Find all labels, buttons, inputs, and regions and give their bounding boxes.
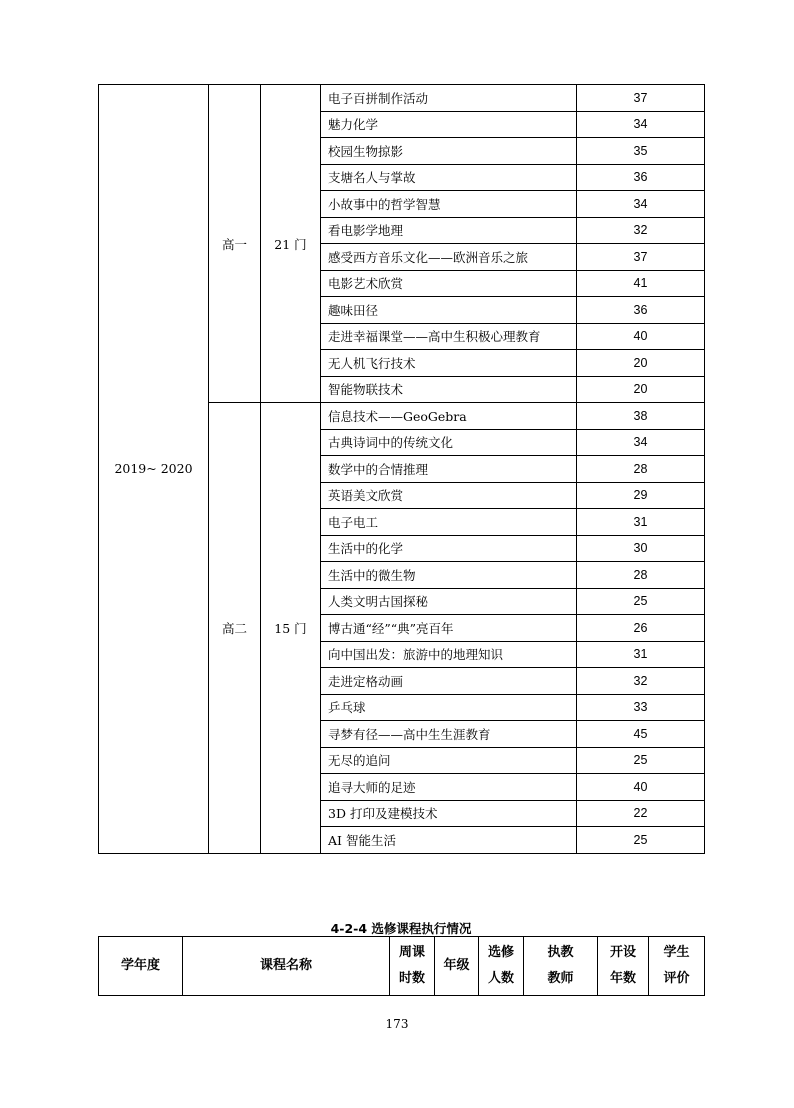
header-weekly-hours — [390, 937, 435, 996]
student-count-cell: 34 — [577, 111, 705, 138]
course-name-cell: 小故事中的哲学智慧 — [321, 191, 577, 218]
grade-cell: 高二 — [209, 403, 261, 854]
student-count-cell: 20 — [577, 376, 705, 403]
header-weekly-hours-line1: 周课 — [398, 945, 425, 960]
course-name-cell: 走进定格动画 — [321, 668, 577, 695]
course-name-cell: 感受西方音乐文化——欧洲音乐之旅 — [321, 244, 577, 271]
course-count-cell: 21 门 — [261, 85, 321, 403]
course-name-cell: 乒乓球 — [321, 694, 577, 721]
header-year: 学年度 — [99, 937, 183, 996]
course-name-cell: 生活中的化学 — [321, 535, 577, 562]
page-number: 173 — [385, 1017, 409, 1031]
student-count-cell: 35 — [577, 138, 705, 165]
elective-execution-table — [98, 936, 705, 996]
student-count-cell: 26 — [577, 615, 705, 642]
course-name-cell: 人类文明古国探秘 — [321, 588, 577, 615]
student-count-cell: 36 — [577, 164, 705, 191]
student-count-cell: 28 — [577, 456, 705, 483]
student-count-cell: 40 — [577, 774, 705, 801]
student-count-cell: 31 — [577, 641, 705, 668]
header-selected-line1: 选修 — [487, 945, 514, 960]
header-weekly-hours-line2: 时数 — [398, 971, 425, 986]
course-name-cell: 数学中的合情推理 — [321, 456, 577, 483]
student-count-cell: 45 — [577, 721, 705, 748]
course-name-cell: 看电影学地理 — [321, 217, 577, 244]
course-name-cell: 电影艺术欣赏 — [321, 270, 577, 297]
student-count-cell: 33 — [577, 694, 705, 721]
student-count-cell: 30 — [577, 535, 705, 562]
student-count-cell: 22 — [577, 800, 705, 827]
student-count-cell: 38 — [577, 403, 705, 430]
course-name-cell: 支塘名人与掌故 — [321, 164, 577, 191]
course-name-cell: 寻梦有径——高中生生涯教育 — [321, 721, 577, 748]
course-name-cell: 智能物联技术 — [321, 376, 577, 403]
student-count-cell: 29 — [577, 482, 705, 509]
course-name-cell: 校园生物掠影 — [321, 138, 577, 165]
student-count-cell: 32 — [577, 217, 705, 244]
header-years-offered — [598, 937, 649, 996]
course-name-cell: 3D 打印及建模技术 — [321, 800, 577, 827]
header-row — [99, 937, 705, 996]
header-evaluation — [649, 937, 705, 996]
course-name-cell: 走进幸福课堂——高中生积极心理教育 — [321, 323, 577, 350]
student-count-cell: 25 — [577, 588, 705, 615]
student-count-cell: 41 — [577, 270, 705, 297]
header-selected-line2: 人数 — [487, 971, 514, 986]
elective-course-table-body — [99, 85, 705, 854]
table-caption: 4-2-4 选修课程执行情况 — [330, 921, 472, 936]
header-teacher — [524, 937, 598, 996]
header-teacher-line1: 执教 — [547, 945, 574, 960]
header-years-offered-line1: 开设 — [609, 945, 636, 960]
student-count-cell: 40 — [577, 323, 705, 350]
header-teacher-line2: 教师 — [547, 971, 574, 986]
course-name-cell: 信息技术——GeoGebra — [321, 403, 577, 430]
table-row — [99, 85, 705, 112]
student-count-cell: 32 — [577, 668, 705, 695]
course-name-cell: 追寻大师的足迹 — [321, 774, 577, 801]
student-count-cell: 34 — [577, 191, 705, 218]
header-evaluation-line1: 学生 — [663, 945, 690, 960]
student-count-cell: 37 — [577, 244, 705, 271]
student-count-cell: 31 — [577, 509, 705, 536]
student-count-cell: 25 — [577, 827, 705, 854]
elective-course-table — [98, 84, 705, 854]
student-count-cell: 28 — [577, 562, 705, 589]
student-count-cell: 37 — [577, 85, 705, 112]
course-name-cell: 电子电工 — [321, 509, 577, 536]
course-count-cell: 15 门 — [261, 403, 321, 854]
course-name-cell: 向中国出发：旅游中的地理知识 — [321, 641, 577, 668]
student-count-cell: 25 — [577, 747, 705, 774]
course-name-cell: 无尽的追问 — [321, 747, 577, 774]
course-name-cell: 无人机飞行技术 — [321, 350, 577, 377]
course-name-cell: 古典诗词中的传统文化 — [321, 429, 577, 456]
student-count-cell: 36 — [577, 297, 705, 324]
course-name-cell: 博古通“经”“典”亮百年 — [321, 615, 577, 642]
grade-cell: 高一 — [209, 85, 261, 403]
header-grade: 年级 — [435, 937, 479, 996]
course-name-cell: 魅力化学 — [321, 111, 577, 138]
student-count-cell: 34 — [577, 429, 705, 456]
header-years-offered-line2: 年数 — [609, 971, 636, 986]
student-count-cell: 20 — [577, 350, 705, 377]
academic-year-cell: 2019~ 2020 — [99, 85, 209, 854]
course-name-cell: 趣味田径 — [321, 297, 577, 324]
course-name-cell: 生活中的微生物 — [321, 562, 577, 589]
course-name-cell: 英语美文欣赏 — [321, 482, 577, 509]
course-name-cell: 电子百拼制作活动 — [321, 85, 577, 112]
header-evaluation-line2: 评价 — [663, 971, 690, 986]
header-course-name: 课程名称 — [183, 937, 390, 996]
course-name-cell: AI 智能生活 — [321, 827, 577, 854]
header-selected — [479, 937, 524, 996]
